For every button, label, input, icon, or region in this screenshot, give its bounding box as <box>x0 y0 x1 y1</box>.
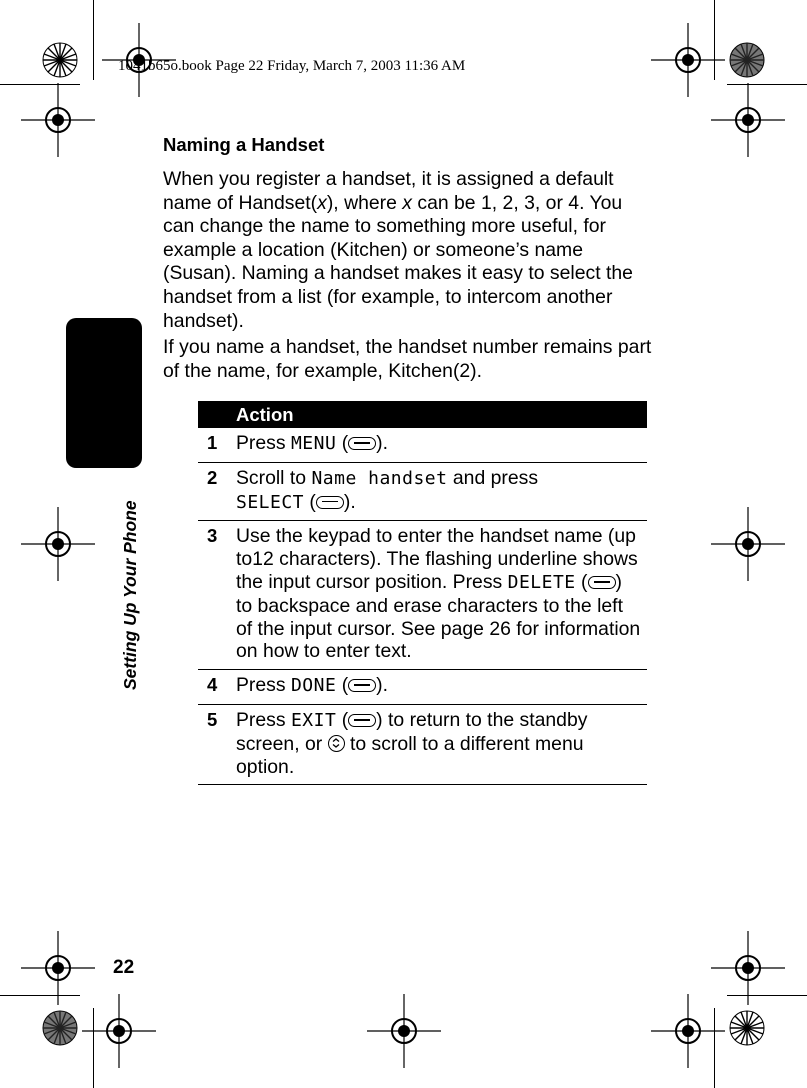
section-title: Naming a Handset <box>163 134 325 155</box>
step-number: 2 <box>207 466 218 488</box>
registration-mark-icon <box>650 993 726 1069</box>
softkey-icon <box>348 714 376 727</box>
step-text: Scroll to Name handset and press SELECT ( ). <box>236 466 539 513</box>
step-text: Press DONE ( ). <box>236 674 389 697</box>
navigation-key-icon <box>328 735 345 752</box>
softkey-icon <box>348 679 376 692</box>
action-table <box>198 401 647 785</box>
step-text: Use the keypad to enter the handset name (up to12 characters). The flashing underline shows the input cursor position. Press DELETE ( ) to backspace and erase characters to the left of the input cursor. See page 26 for information on how to enter text. <box>236 525 641 663</box>
chapter-label: Setting Up Your Phone <box>120 500 140 690</box>
softkey-label: DELETE <box>507 571 576 593</box>
softkey-label: SELECT <box>236 491 305 513</box>
softkey-label: MENU <box>290 433 337 454</box>
page-number: 22 <box>113 957 135 978</box>
starburst-target-icon <box>42 42 78 78</box>
softkey-icon <box>348 437 376 450</box>
note-paragraph: If you name a handset, the handset number remains part of the name, for example, Kitchen(2). <box>163 336 652 382</box>
registration-mark-icon <box>710 506 786 582</box>
starburst-target-icon <box>729 1010 765 1046</box>
table-row <box>198 428 647 463</box>
softkey-icon <box>588 576 616 589</box>
registration-mark-icon <box>20 82 96 158</box>
step-text: Press EXIT ( ) to return to the standby screen, or to scroll to a different menu option. <box>236 708 588 778</box>
table-row <box>198 670 647 705</box>
starburst-target-icon <box>729 42 765 78</box>
step-text: Press MENU ( ). <box>236 432 389 454</box>
step-number: 5 <box>207 708 218 730</box>
intro-paragraph: When you register a handset, it is assigned a default name of Handset(x), where x can be 1, 2, 3, or 4. You can change the name to something more useful, for example a location (Kitchen) or someone’s name (Susan). Naming a handset makes it easy to select the handset from a list (for example, to intercom another handset). <box>163 168 633 332</box>
softkey-label: EXIT <box>290 709 337 731</box>
step-number: 1 <box>207 432 218 453</box>
table-row <box>198 521 647 670</box>
starburst-target-icon <box>42 1010 78 1046</box>
step-number: 4 <box>207 674 218 696</box>
crop-line <box>93 0 94 80</box>
softkey-icon <box>316 496 344 509</box>
registration-mark-icon <box>20 506 96 582</box>
registration-mark-icon <box>366 993 442 1069</box>
chapter-tab <box>66 318 142 468</box>
table-row <box>198 463 647 522</box>
softkey-label: DONE <box>290 675 337 697</box>
menu-item-label: Name handset <box>311 467 448 489</box>
registration-mark-icon <box>81 993 157 1069</box>
registration-mark-icon <box>710 82 786 158</box>
table-row <box>198 705 647 785</box>
action-table-header: Action <box>198 401 647 428</box>
book-header: 1041b65o.book Page 22 Friday, March 7, 2003 11:36 AM <box>118 58 466 74</box>
step-number: 3 <box>207 525 218 547</box>
